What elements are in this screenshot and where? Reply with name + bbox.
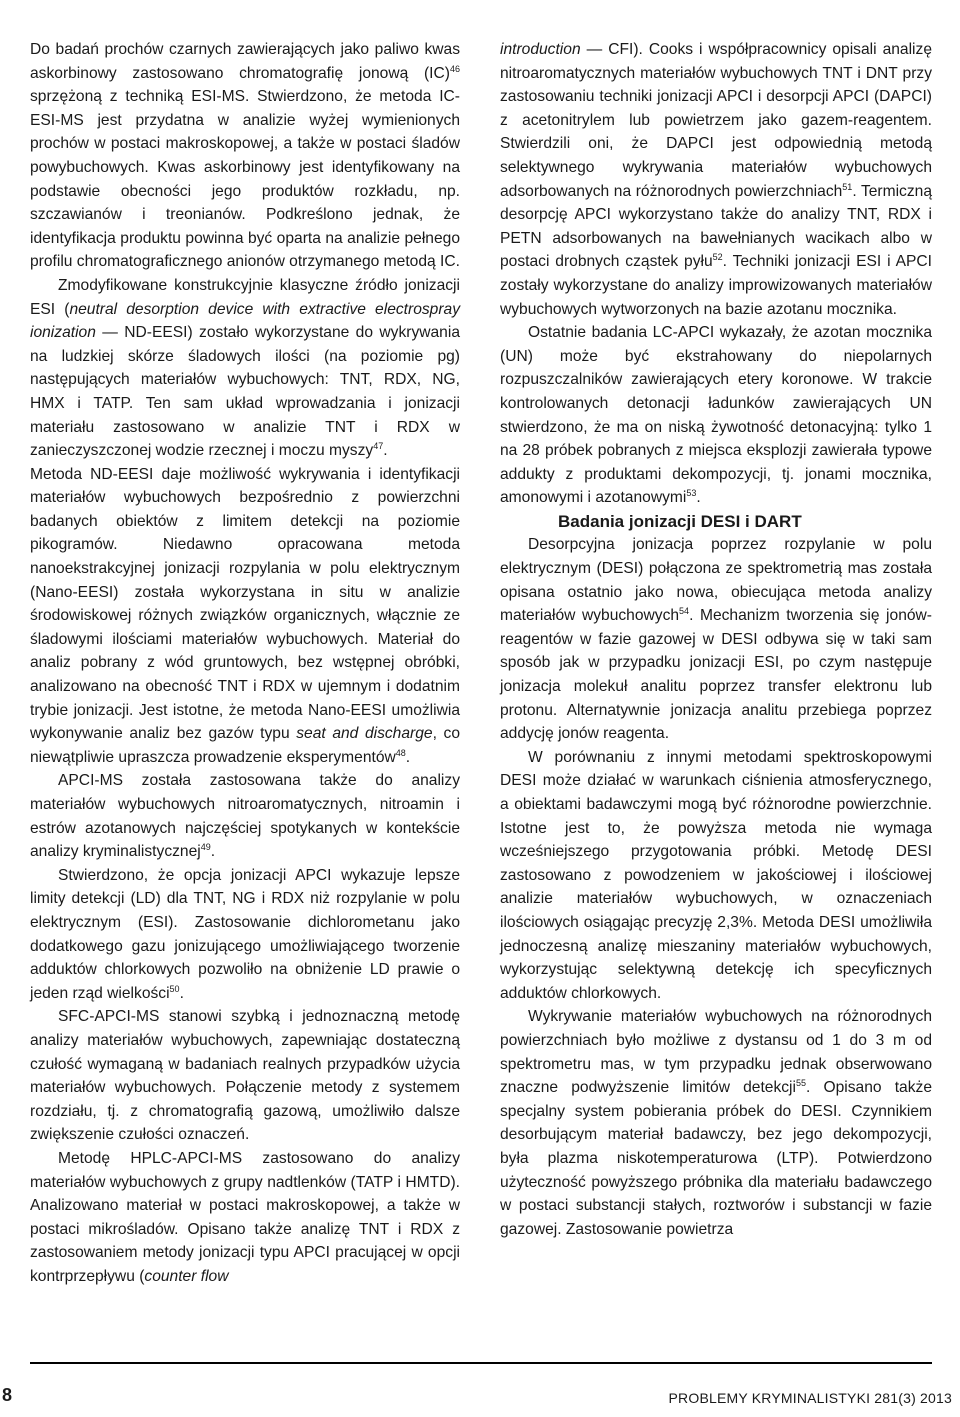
text-span: — ND-EESI) zostało wykorzystane do wykrywania na ludzkiej skórze śladowych ilości (na poziomie pg) następujących materiałów wybuchowych: TNT, RDX, NG, HMX i TATP. Ten sam układ wprowadzania i jonizacji materiału zastosowano w analizie TNT i RDX w zanieczyszczonej wodzie rzecznej i moczu myszy [30,324,460,460]
paragraph [500,38,932,321]
footnote-ref: 51 [842,181,853,192]
text-span: — CFI). Cooks i współpracownicy opisali analizę nitroaromatycznych materiałów wybuchowych TNT i DNT przy zastosowaniu techniki jonizacji APCI i desorpcji APCI (DAPCI) z acetonitrylem lub powietrzem jako gazem-reagentem. Stwierdzili oni, że DAPCI jest odpowiednią metodą selektywnego wykrywania materiałów wybuchowych adsorbowanych na różnorodnych powierzchniach [500,41,932,200]
text-span: Metoda ND-EESI daje możliwość wykrywania i identyfikacji materiałów wybuchowych bezpośrednio z powierzchni badanych obiektów z limitem detekcji na poziomie pikogramów. Niedawno opracowana metoda nanoekstrakcyjnej jonizacji rozpylania w polu elektrycznym (Nano-EESI) została wykorzystana in situ w analizie środowiskowej różnych związków organicznych, włącznie ze śladowymi ilościami materiałów wybuchowych. Materiał do analiz pobrany z wód gruntowych, bez wstępnej obróbki, analizowano na obecność TNT i RDX w ujemnym i dodatnim trybie jonizacji. Jest istotne, że metoda Nano-EESI umożliwia wykonywanie analiz bez gazów typu [30,465,460,743]
paragraph [30,463,460,770]
paragraph [500,533,932,745]
text-span: . [179,984,184,1002]
italic-term: introduction [500,41,581,58]
text-span: . Termiczną desorpcję APCI wykorzystano także do analizy TNT, RDX i PETN adsorbowanych na bawełnianych wacikach albo w postaci drobnych cząstek pyłu [500,182,932,271]
text-span: . [696,489,701,507]
paragraph [30,769,460,863]
footnote-ref: 53 [686,488,697,499]
text-span: . Mechanizm tworzenia się jonów-reagentów w fazie gazowej w DESI odbywa się w taki sam sposób jak w przypadku jonizacji ESI, po czym następuje jonizacja molekuł analitu poprzez transfer elektronu lub protonu. Alternatywnie jonizacja analitu przebiega poprzez addycję jonów reagenta. [500,607,932,743]
footnote-ref: 49 [200,842,211,853]
paragraph [500,1005,932,1241]
right-column [500,38,932,1241]
italic-term: seat and discharge [296,725,433,743]
text-span: , co niewątpliwie upraszcza prowadzenie eksperymentów [30,725,460,766]
paragraph [500,321,932,510]
paragraph [30,864,460,1006]
italic-term: counter flow [144,1267,229,1285]
text-span: Do badań prochów czarnych zawierających jako paliwo kwas askorbinowy zastosowano chromatografię jonową (IC) [30,41,460,82]
paragraph [30,1147,460,1289]
text-span: . [383,442,388,460]
paragraph: W porównaniu z innymi metodami spektroskopowymi DESI może działać w warunkach ciśnienia atmosferycznego, a obiektami badawczymi mogą być różnorodne powierzchnie. Istotne jest to, że powyższa metoda nie wymaga wcześniejszego przygotowania próbki. Metodę DESI zastosowano z powodzeniem w jakościowej i ilościowej analizie materiałów wybuchowych, w oznaczeniach ilościowych osiągając precyzję 2,3%. Metoda DESI umożliwiła jednoczesną analizę mieszaniny materiałów wybuchowych, wykorzystując selektywną detekcję ich specyficznych adduktów chlorkowych. [500,748,932,1002]
text-span: . [405,748,411,766]
text-span: Wykrywanie materiałów wybuchowych na różnorodnych powierzchniach było możliwe z dystansu od 1 do 3 m od spektrometru mas, w tym przypadku jednak obserwowano znaczne podwyższenie limitów detekcji [500,1008,932,1097]
text-span: Zmodyfikowane konstrukcyjnie klasyczne źródło jonizacji ESI ( [30,276,460,318]
footnote-ref: 52 [712,252,723,263]
footnote-ref: 55 [796,1078,807,1089]
text-span: Stwierdzono, że opcja jonizacji APCI wykazuje lepsze limity detekcji (LD) dla TNT, NG i RDX niż rozpylanie w polu elektrycznym (ESI). Zastosowanie dichlorometanu jako dodatkowego gazu jonizującego umożliwiającego tworzenie adduktów chlorkowych pozwoliło na obniżenie LD prawie o jeden rząd wielkości [30,866,460,1002]
text-span: . Opisano także specjalny system pobierania próbek do DESI. Czynnikiem desorbującym materiał badawczy, bez jego dekompozycji, była plazma niskotemperaturowa (LTP). Potwierdzono użyteczność powyższego próbnika dla materiału badawczego w postaci substancji stałych, roztworów i substancji w fazie gazowej. Zastosowanie powietrza [500,1079,932,1238]
text-span: Desorpcyjna jonizacja poprzez rozpylanie w polu elektrycznym (DESI) połączona ze spektrometrią mas została opisana ostatnio jako nowa, obiecująca metoda analizy materiałów wybuchowych [500,536,932,625]
text-span: Ostatnie badania LC-APCI wykazały, że azotan mocznika (UN) może być ekstrahowany do niepolarnych rozpuszczalników zawierających etery koronowe. W trakcie kontrolowanych detonacji ładunków zawierających UN stwierdzono, że ma on niską żywotność detonacyjną: tylko 1 na 28 próbek pobranych z miejsca eksplozji zawierała typowe addukty z produktami dekompozycji, tj. jonami mocznika, amonowymi i azotanowymi [500,324,932,507]
paragraph: SFC-APCI-MS stanowi szybką i jednoznaczną metodę analizy materiałów wybuchowych, zapewniając dostateczną czułość wymaganą w badaniach realnych przypadków użycia materiałów wybuchowych. Połączenie metody z systemem rozdziału, tj. z chromatografią gazową, umożliwiło dalsze zwiększenie czułości oznaczeń. [30,1008,460,1144]
footnote-ref: 50 [169,983,180,994]
text-span: APCI-MS została zastosowana także do analizy materiałów wybuchowych nitroaromatycznych, nitroamin i estrów azotanowych najczęściej spotykanych w kontekście analizy kryminalistycznej [30,772,460,861]
footer-rule [30,1362,932,1364]
text-span: Metodę HPLC-APCI-MS zastosowano do analizy materiałów wybuchowych z grupy nadtlenków (TATP i HMTD). Analizowano materiał w postaci makroskopowej, a także w postaci mikrośladów. Opisano także analizę TNT i RDX z zastosowaniem metody jonizacji typu APCI pracującej w opcji kontrprzepływu ( [30,1149,460,1285]
text-span: . Techniki jonizacji ESI i APCI zostały wykorzystane do analizy improwizowanych materiałów wybuchowych wytworzonych na bazie azotanu mocznika. [500,253,932,318]
footnote-ref: 46 [449,63,460,74]
page-number: 8 [2,1385,13,1405]
paragraph [30,38,460,274]
text-span: . [210,843,216,861]
left-column [30,38,460,1288]
italic-term: neutral desorption device with extractive electrospray ionization [30,300,460,342]
text-span: sprzężoną z techniką ESI-MS. Stwierdzono, że metoda IC-ESI-MS jest przydatna w analizie wyżej wymienionych prochów w postaci makroskopowej, a także w postaci śladów powybuchowych. Kwas askorbinowy jest identyfikowany na podstawie obecności jego produktów rozkładu, np. szczawianów i treonianów. Podkreślono jednak, że identyfikacja produktu powinna być oparta na analizie pełnego profilu chromatograficznego anionów otrzymanego metodą IC. [30,88,460,271]
paragraph [30,274,460,463]
footnote-ref: 54 [679,606,690,617]
footnote-ref: 48 [395,747,406,758]
section-heading: Badania jonizacji DESI i DART [558,511,802,531]
journal-title: PROBLEMY KRYMINALISTYKI 281(3) 2013 [668,1390,952,1406]
footnote-ref: 47 [373,441,384,452]
